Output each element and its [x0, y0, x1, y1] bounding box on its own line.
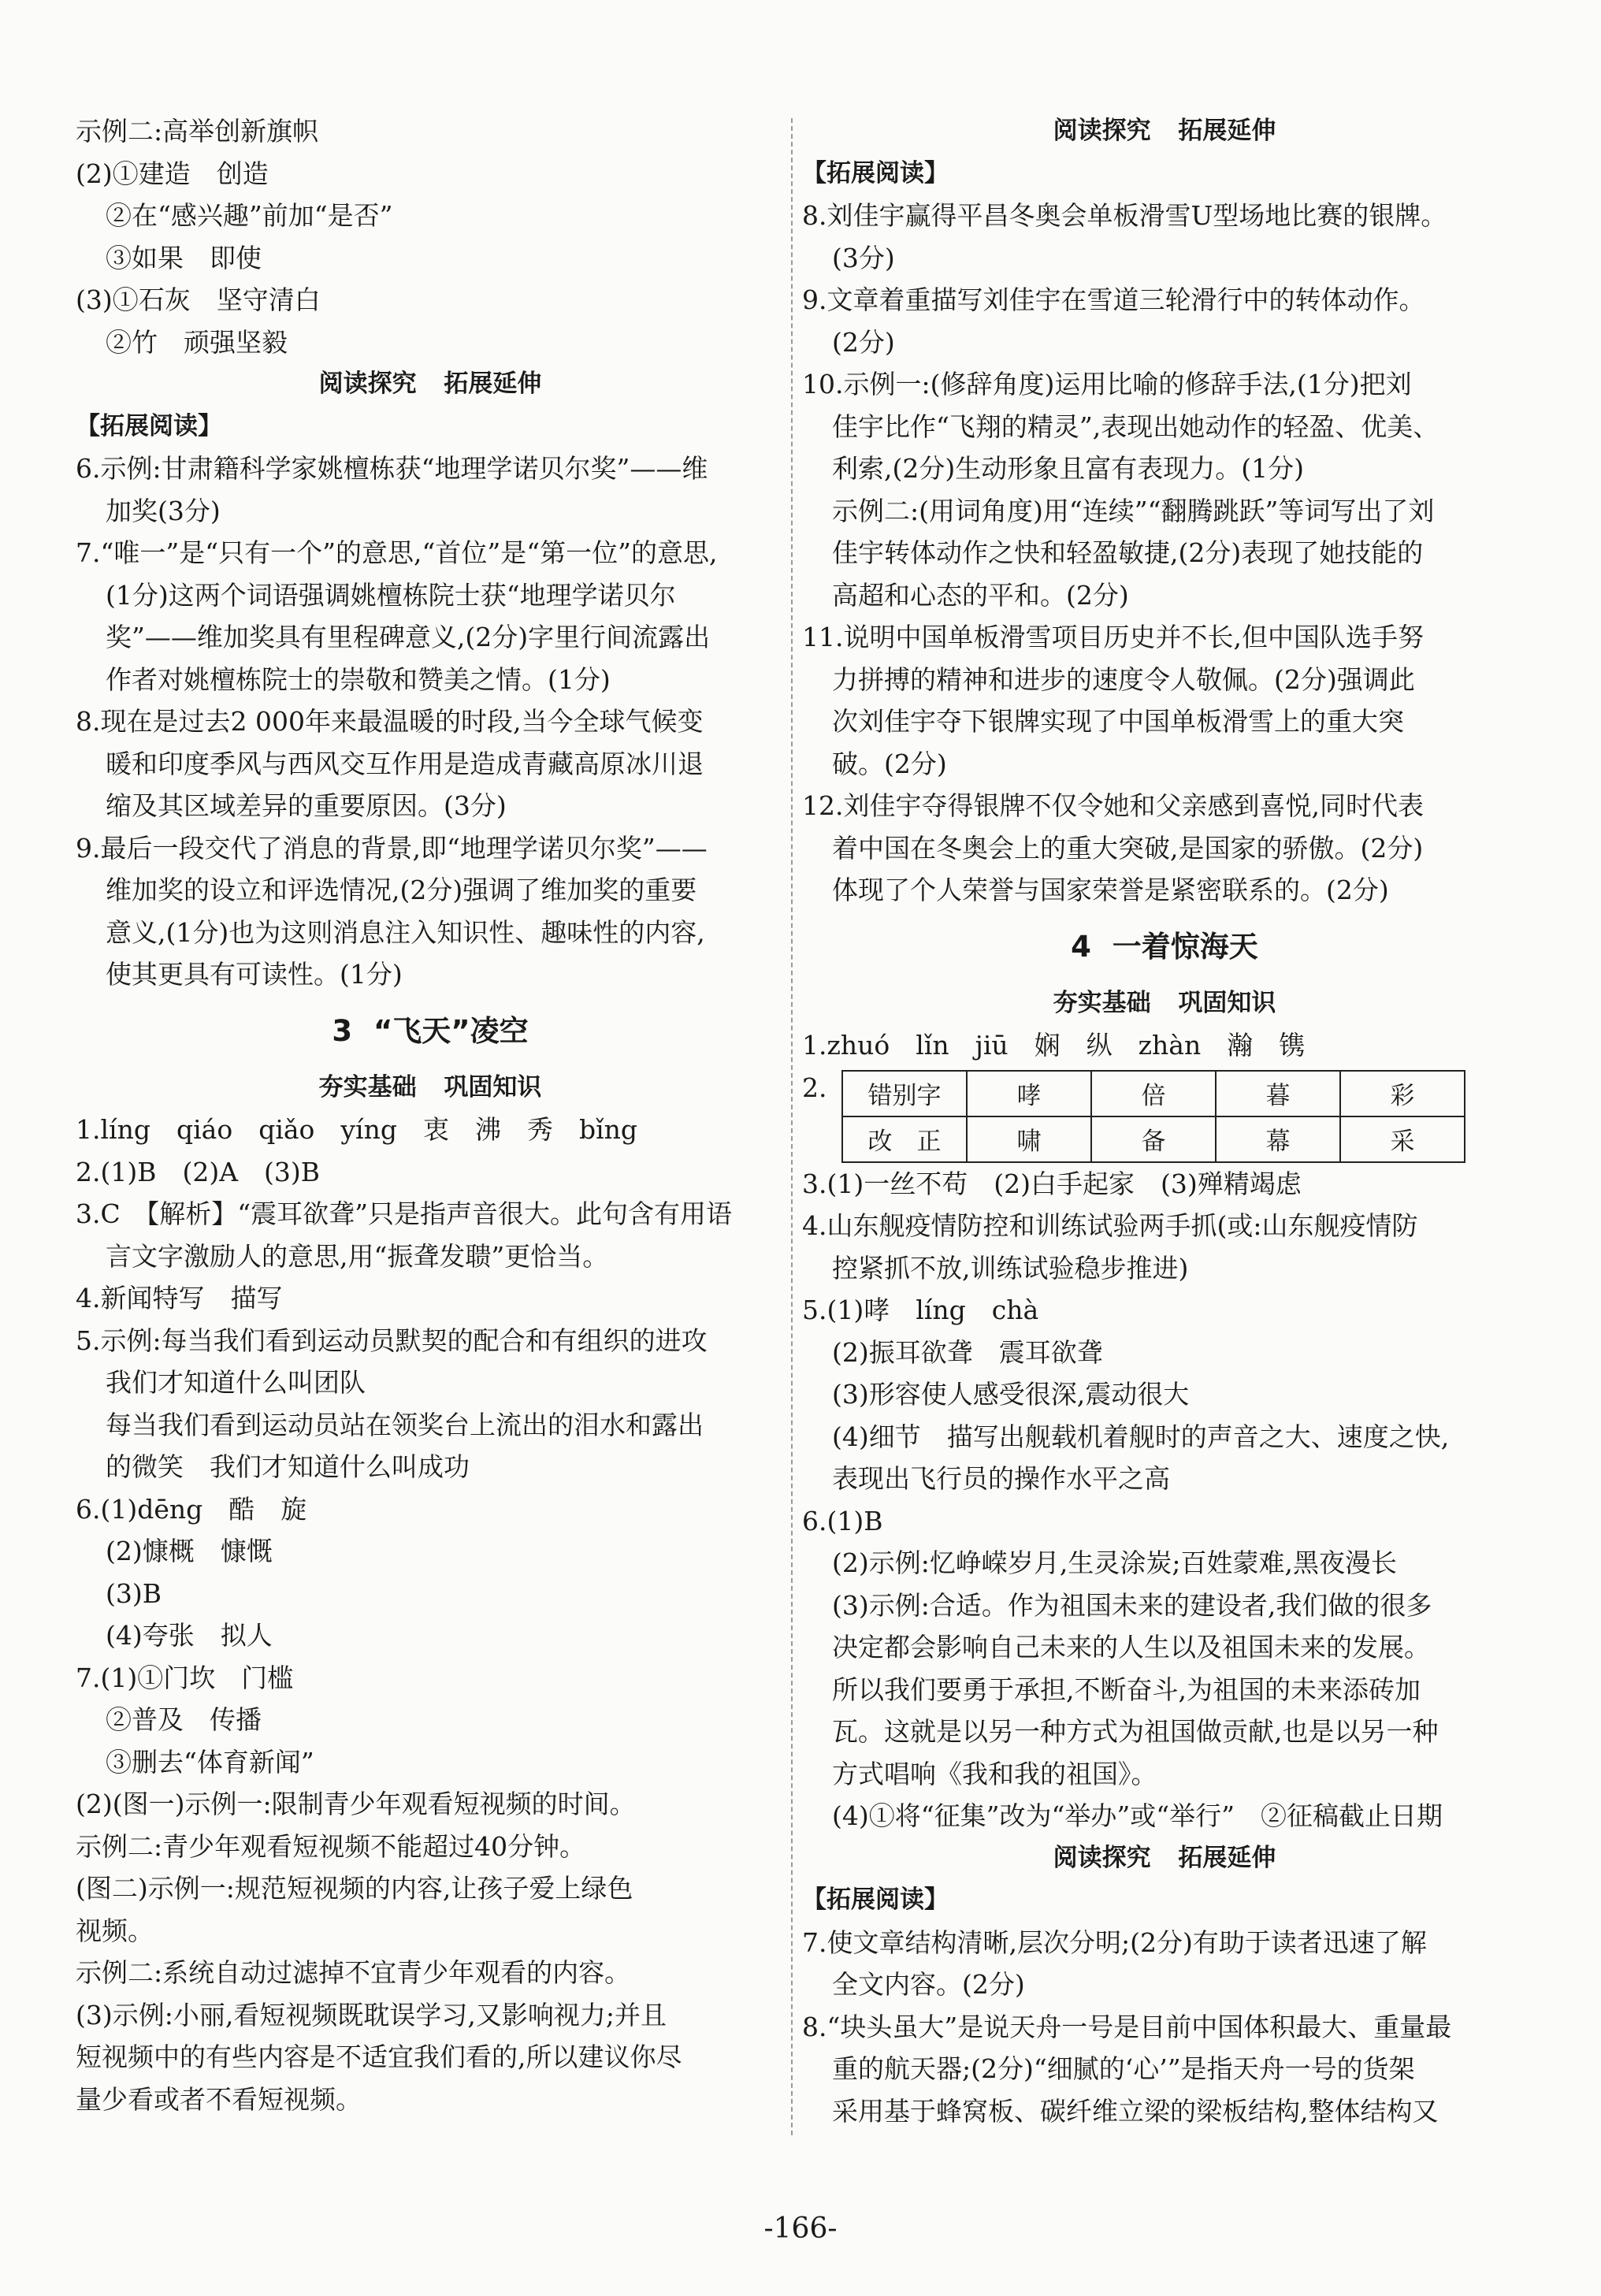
answer-line-indented: 的微笑 我们才知道什么叫成功: [106, 1451, 470, 1482]
answer-line-indented: 方式唱响《我和我的祖国》。: [832, 1758, 1157, 1789]
section-heading: 阅读探究 拓展延伸: [318, 370, 542, 398]
section-heading: 夯实基础 巩固知识: [1053, 988, 1276, 1017]
answer-line: 7.(1)①门坎 门槛: [76, 1662, 294, 1693]
section-heading: 阅读探究 拓展延伸: [1053, 117, 1276, 145]
answer-line-indented: (3分): [832, 242, 895, 273]
answer-line-indented: (3)B: [106, 1577, 162, 1609]
answer-line-indented: 控紧抓不放,训练试验稳步推进): [832, 1252, 1189, 1284]
answer-line: 短视频中的有些内容是不适宜我们看的,所以建议你尽: [76, 2042, 682, 2072]
answer-line-indented: 瓦。这就是以另一种方式为祖国做贡献,也是以另一种: [832, 1716, 1439, 1747]
answer-line: 11.说明中国单板滑雪项目历史并不长,但中国队选手努: [802, 622, 1424, 652]
right-column-part-a: [802, 110, 1527, 1067]
answer-line: 12.刘佳宇夺得银牌不仅令她和父亲感到喜悦,同时代表: [802, 790, 1424, 821]
answer-line-indented: 体现了个人荣誉与国家荣誉是紧密联系的。(2分): [832, 875, 1389, 905]
table-cell: 错别字: [842, 1071, 967, 1116]
table-row-typo: [842, 1071, 1465, 1116]
left-column: [76, 110, 785, 2120]
answer-line-indented: 全文内容。(2分): [832, 1969, 1025, 2000]
answer-line-indented: 利索,(2分)生动形象且富有表现力。(1分): [832, 453, 1304, 484]
answer-line-indented: 暖和印度季风与西风交互作用是造成青藏高原冰川退: [106, 748, 704, 779]
answer-line-indented: 意义,(1分)也为这则消息注入知识性、趣味性的内容,: [106, 916, 705, 948]
answer-line-indented: 破。(2分): [832, 748, 947, 779]
answer-line-indented: 言文字激励人的意思,用“振聋发聩”更恰当。: [106, 1240, 609, 1272]
answer-line-indented: 所以我们要勇于承担,不断奋斗,为祖国的未来添砖加: [832, 1674, 1421, 1705]
answer-line-indented: (2)示例:忆峥嵘岁月,生灵涂炭;百姓蒙难,黑夜漫长: [832, 1547, 1397, 1578]
answer-line: 8.现在是过去2 000年来最温暖的时段,当今全球气候变: [76, 706, 704, 737]
answer-line-indented: 缩及其区域差异的重要原因。(3分): [106, 790, 507, 821]
table-cell: 倍: [1091, 1071, 1216, 1116]
section-heading: 阅读探究 拓展延伸: [1053, 1843, 1276, 1872]
answer-line-indented: (4)夸张 拟人: [106, 1620, 273, 1651]
answer-line-indented: 我们才知道什么叫团队: [106, 1367, 366, 1398]
answer-line: (2)(图一)示例一:限制青少年观看短视频的时间。: [76, 1789, 636, 1819]
table-cell: 啸: [967, 1116, 1091, 1162]
answer-line: 2.(1)B (2)A (3)B: [76, 1156, 321, 1187]
answer-line: (3)示例:小丽,看短视频既耽误学习,又影响视力;并且: [76, 1999, 667, 2030]
table-cell: 幕: [1216, 1116, 1340, 1162]
answer-line-indented: ②竹 顽强坚毅: [106, 326, 288, 358]
answer-line: 1.zhuó lǐn jiū 娴 纵 zhàn 瀚 镌: [802, 1030, 1306, 1061]
answer-line: 9.最后一段交代了消息的背景,即“地理学诺贝尔奖”——: [76, 832, 708, 864]
answer-line-indented: 每当我们看到运动员站在领奖台上流出的泪水和露出: [106, 1409, 704, 1440]
answer-line: 6.(1)B: [802, 1505, 883, 1536]
subsection-tag: 【拓展阅读】: [802, 1885, 949, 1914]
answer-line: (图二)示例一:规范短视频的内容,让孩子爱上绿色: [76, 1873, 633, 1904]
answer-line: (3)①石灰 坚守清白: [76, 284, 321, 315]
right-column-part-b: [802, 1163, 1527, 2133]
answer-line-indented: 维加奖的设立和评选情况,(2分)强调了维加奖的重要: [106, 875, 697, 905]
column-divider: [791, 118, 793, 2135]
answer-line-indented: 重的航天器;(2分)“细腻的‘心’”是指天舟一号的货架: [832, 2053, 1415, 2084]
answer-line-indented: 奖”——维加奖具有里程碑意义,(2分)字里行间流露出: [106, 622, 711, 652]
answer-line-indented: 力拼搏的精神和进步的速度令人敬佩。(2分)强调此: [832, 663, 1415, 695]
answer-line-indented: (3)示例:合适。作为祖国未来的建设者,我们做的很多: [832, 1589, 1432, 1621]
subsection-tag: 【拓展阅读】: [76, 411, 222, 440]
answer-line: 示例二:高举创新旗帜: [76, 116, 319, 147]
answer-line-indented: 着中国在冬奥会上的重大突破,是国家的骄傲。(2分): [832, 832, 1424, 864]
answer-line-indented: 使其更具有可读性。(1分): [106, 959, 403, 990]
answer-line-indented: (2)慷概 慷慨: [106, 1536, 273, 1566]
answer-line-indented: 加奖(3分): [106, 495, 221, 526]
answer-line: 4.新闻特写 描写: [76, 1283, 283, 1313]
answer-line-indented: 示例二:(用词角度)用“连续”“翻腾跳跃”等词写出了刘: [832, 495, 1435, 526]
answer-line-indented: 表现出飞行员的操作水平之高: [832, 1463, 1170, 1494]
answer-line-indented: 佳宇转体动作之快和轻盈敏捷,(2分)表现了她技能的: [832, 537, 1424, 568]
answer-line-indented: (2)振耳欲聋 震耳欲聋: [832, 1336, 1103, 1368]
answer-line: 示例二:系统自动过滤掉不宜青少年观看的内容。: [76, 1957, 631, 1988]
answer-line: 1.líng qiáo qiǎo yíng 衷 沸 秀 bǐng: [76, 1114, 638, 1145]
answer-line: 5.(1)哮 líng chà: [802, 1295, 1039, 1325]
answer-line-indented: (4)①将“征集”改为“举办”或“举行” ②征稿截止日期: [832, 1800, 1443, 1831]
answer-line-indented: 次刘佳宇夺下银牌实现了中国单板滑雪上的重大突: [832, 706, 1404, 737]
table-cell: 哮: [967, 1071, 1091, 1116]
answer-line: 6.(1)dēng 酷 旋: [76, 1493, 307, 1525]
answer-line-indented: ③删去“体育新闻”: [106, 1746, 314, 1778]
typo-correction-table: [841, 1070, 1465, 1163]
table-cell: 暮: [1216, 1071, 1340, 1116]
answer-line: 7.使文章结构清晰,层次分明;(2分)有助于读者迅速了解: [802, 1926, 1427, 1958]
lesson-title: 3 “飞天”凌空: [332, 1013, 529, 1048]
table-cell: 彩: [1340, 1071, 1465, 1116]
table-cell: 备: [1091, 1116, 1216, 1162]
answer-line: 7.“唯一”是“只有一个”的意思,“首位”是“第一位”的意思,: [76, 537, 718, 568]
answer-line: 视频。: [76, 1915, 154, 1946]
answer-line-indented: 作者对姚檀栋院士的崇敬和赞美之情。(1分): [106, 663, 611, 695]
answer-line: 量少看或者不看短视频。: [76, 2083, 362, 2115]
answer-line: 8.刘佳宇赢得平昌冬奥会单板滑雪U型场地比赛的银牌。: [802, 200, 1447, 231]
answer-table-block: [802, 1067, 1527, 1163]
table-row-correction: [842, 1116, 1465, 1162]
table-cell: 改 正: [842, 1116, 967, 1162]
answer-line: 10.示例一:(修辞角度)运用比喻的修辞手法,(1分)把刘: [802, 369, 1412, 399]
answer-line-indented: 决定都会影响自己未来的人生以及祖国未来的发展。: [832, 1632, 1430, 1663]
lesson-title: 4 一着惊海天: [1071, 929, 1258, 964]
answer-line-indented: 佳宇比作“飞翔的精灵”,表现出她动作的轻盈、优美、: [832, 411, 1439, 442]
answer-line-indented: (3)形容使人感受很深,震动很大: [832, 1379, 1190, 1410]
answer-line: 8.“块头虽大”是说天舟一号是目前中国体积最大、重量最: [802, 2011, 1452, 2042]
table-cell: 采: [1340, 1116, 1465, 1162]
right-column: [802, 110, 1527, 2132]
page-number: -166-: [763, 2212, 838, 2245]
answer-line-indented: (4)细节 描写出舰载机着舰时的声音之大、速度之快,: [832, 1421, 1450, 1452]
answer-line: 3.C 【解析】“震耳欲聋”只是指声音很大。此句含有用语: [76, 1198, 732, 1229]
table-question-number: 2.: [802, 1072, 827, 1103]
answer-line-indented: 采用基于蜂窝板、碳纤维立梁的梁板结构,整体结构又: [832, 2095, 1439, 2127]
answer-line: 6.示例:甘肃籍科学家姚檀栋获“地理学诺贝尔奖”——维: [76, 453, 708, 484]
answer-line: 5.示例:每当我们看到运动员默契的配合和有组织的进攻: [76, 1324, 708, 1356]
section-heading: 夯实基础 巩固知识: [318, 1072, 542, 1102]
answer-line-indented: (1分)这两个词语强调姚檀栋院士获“地理学诺贝尔: [106, 579, 676, 611]
answer-line-indented: ②在“感兴趣”前加“是否”: [106, 200, 393, 231]
answer-line: 9.文章着重描写刘佳宇在雪道三轮滑行中的转体动作。: [802, 284, 1425, 315]
answer-line-indented: ③如果 即使: [106, 242, 262, 273]
subsection-tag: 【拓展阅读】: [802, 158, 949, 188]
answer-line-indented: 高超和心态的平和。(2分): [832, 579, 1129, 611]
answer-line: 4.山东舰疫情防控和训练试验两手抓(或:山东舰疫情防: [802, 1210, 1418, 1241]
answer-line: 3.(1)一丝不苟 (2)白手起家 (3)殚精竭虑: [802, 1168, 1302, 1199]
answer-line-indented: (2分): [832, 326, 895, 358]
answer-line: 示例二:青少年观看短视频不能超过40分钟。: [76, 1830, 586, 1862]
answer-line-indented: ②普及 传播: [106, 1704, 262, 1735]
answer-line: (2)①建造 创造: [76, 158, 269, 189]
